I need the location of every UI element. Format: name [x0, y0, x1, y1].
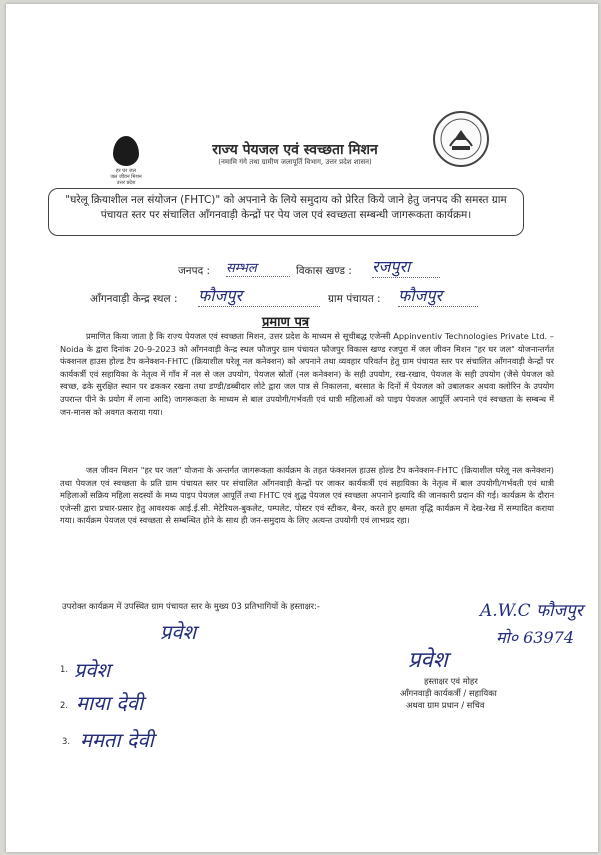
anganwadi-center-label: आँगनवाड़ी केन्द्र स्थल : — [90, 293, 178, 305]
participant-signature-3: ममता देवी — [80, 728, 154, 752]
certificate-paragraph-1: प्रमाणित किया जाता है कि राज्य पेयजल एवं स्वच्छता मिशन, उत्तर प्रदेश के माध्यम से सूचीबद्ध एजेन्सी Appinventiv Technologies Private Ltd. – Noida के द्वारा दिनांक 20-9-2023 को आँगनवाड़ी केन्द्र स्थल फौजपुर ग्राम पंचायत फौजपुर विकास खण्ड रजपुरा में जल जीवन मिशन "हर घर जल" योजनान्तर्गत फंक्शनल हाउस होल्ड टैप कनेक्शन-FHTC (क्रियाशील घरेलू नल कनेक्शन) को अपनाने तथा व्यवहार परिवर्तन हेतु ग्राम पंचायत स्तर पर संचालित आँगनवाड़ी केन्द्रों पर कार्यकर्त्री एवं सहायिका के नेतृत्व में गाँव में नल से जल उपयोग, पेयजल स्रोतों (नल कनेक्शन) के सही उपयोग, रख-रखाव, पेयजल के सही उपयोग (जैसे पेयजल को स्वच्छ, ढके सुरक्षित स्थान पर ढककर रखना तथा डण्डी/डब्बीदार लोटे द्वारा जल पात्र से निकालना, बरसात के दिनों में पेयजल को उबालकर अथवा क्लोरिन के उपयोग उपरान्त पीने के प्रयोग में लाना आदि) जागरूकता के माध्यम से बाल उपयोगी/गर्भवती एवं धात्री महिलाओं को पाइप पेयजल आपूर्ति अपनाने एवं स्वच्छता के सम्बन्ध में जन-मानस को अवगत कराया गया। — [60, 331, 554, 417]
gram-panchayat-label: ग्राम पंचायत : — [328, 293, 381, 305]
participant-signature-2: माया देवी — [76, 691, 144, 715]
intro-initial-scribble: प्रवेश — [160, 620, 197, 644]
participant-number-1: 1. — [60, 664, 68, 674]
signature-stamp-label: हस्ताक्षर एवं मोहर — [424, 676, 478, 686]
jal-jeevan-mission-logo — [96, 136, 156, 186]
water-drop-icon — [113, 136, 139, 166]
anganwadi-center-value: फौजपुर — [198, 284, 320, 307]
block-label: विकास खण्ड : — [296, 265, 352, 277]
page-title: राज्य पेयजल एवं स्वच्छता मिशन — [212, 142, 378, 158]
certificate-paragraph-2: जल जीवन मिशन "हर घर जल" योजना के अन्तर्गत जागरूकता कार्यक्रम के तहत फंक्शनल हाउस होल्ड टैप कनेक्शन-FHTC (क्रियाशील घरेलू नल कनेक्शन) तथा पेयजल एवं स्वच्छता के प्रति ग्राम पंचायत स्तर पर संचालित आँगनवाड़ी केन्द्रों पर जाकर कार्यकर्त्री एवं सहायिका के नेतृत्व में बाल उपयोगी/गर्भवती एवं धात्री महिलाओं सक्रिय महिला सदस्यों के मध्य पाइप पेयजल आपूर्ति तथा FHTC एवं शुद्ध पेयजल एवं स्वच्छता अपनाने इत्यादि की जानकारी प्रदान की गई। कार्यक्रम के दौरान एजेन्सी द्वारा प्रचार-प्रसार हेतु आवश्यक आई.ई.सी. मेटेरियल-बुकलेट, पम्पलेट, पोस्टर एवं स्टीकर, बैनर, करते हुए क्षमता वृद्धि कार्यक्रम में देख-रेख में सम्पादित कराया गया। कार्यक्रम पेयजल एवं स्वच्छता से सम्बन्धित होने के साथ ही जन-समुदाय के लिए अत्यन्त उपयोगी एवं लाभप्रद रहा। — [60, 465, 554, 526]
signature-role-label: आँगनवाड़ी कार्यकर्त्री / सहायिका — [400, 688, 497, 698]
participant-number-2: 2. — [60, 700, 68, 710]
participant-signature-1: प्रवेश — [74, 658, 111, 682]
certificate-heading: प्रमाण पत्र — [262, 315, 310, 330]
logo-caption: हर घर जल जल जीवन मिशन उत्तर प्रदेश — [110, 168, 142, 186]
participants-intro: उपरोक्त कार्यक्रम में उपस्थित ग्राम पंचायत स्तर के मुख्य 03 प्रतिभागियों के हस्ताक्षर:- — [62, 601, 320, 611]
mobile-handwritten-note: मो० 63974 — [496, 628, 575, 647]
up-government-seal-icon — [432, 110, 490, 168]
program-description-box: "घरेलू क्रियाशील नल संयोजन (FHTC)" को अपनाने के लिये समुदाय को प्रेरित किये जाने हेतु जनपद की समस्त ग्राम पंचायत स्तर पर संचालित आँगनवाड़ी केन्द्रों पर पेय जल एवं स्वच्छता सम्बन्धी जागरूकता कार्यक्रम। — [48, 188, 524, 236]
block-value: रजपुरा — [372, 255, 440, 278]
signature-alt-role-label: अथवा ग्राम प्रधान / सचिव — [406, 700, 485, 710]
page-subtitle: (नमामि गंगे तथा ग्रामीण जलापूर्ति विभाग, उत्तर प्रदेश शासन) — [218, 158, 372, 166]
anganwadi-signature: प्रवेश — [408, 648, 448, 673]
district-value: सम्भल — [226, 258, 290, 277]
awc-handwritten-note: A.W.C फौजपुर — [480, 601, 583, 621]
gram-panchayat-value: फौजपुर — [398, 284, 478, 307]
district-label: जनपद : — [178, 265, 211, 277]
participant-number-3: 3. — [62, 736, 70, 746]
